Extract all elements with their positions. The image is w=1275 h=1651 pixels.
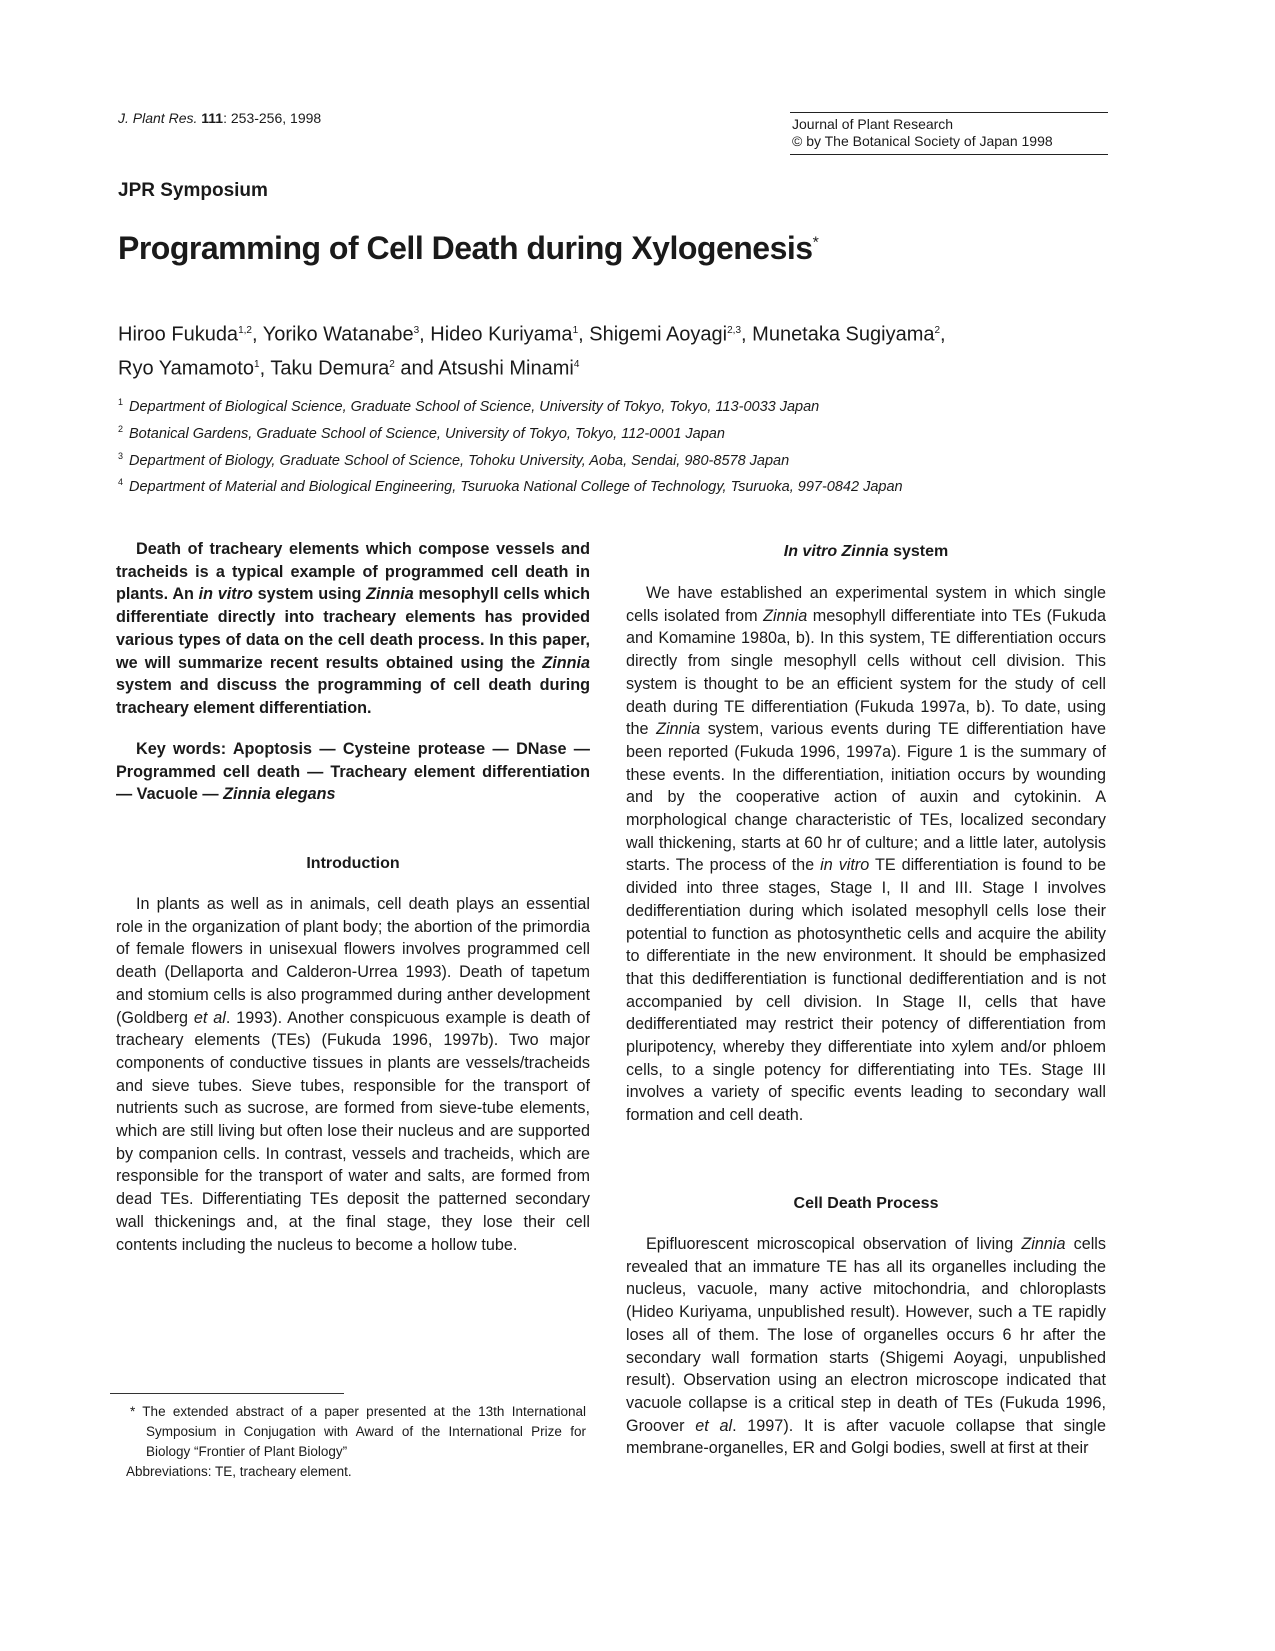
abstract-text: system using: [252, 585, 367, 604]
keywords-emphasis: Zinnia elegans: [223, 785, 336, 804]
body-text: . 1997). It is after vacuole collapse that single membrane-organelles, ER and Golgi bodies, swell at first at their: [626, 1416, 1106, 1458]
body-text: mesophyll differentiate into TEs (Fukuda and Komamine 1980a, b). In this system, TE differentiation occurs directly from single mesophyll cells without cell division. This system is thought to be an efficient system for the study of cell death during TE differentiation (Fukuda 1997a, b). To date, using the: [626, 606, 1106, 739]
affiliation-number: 1: [118, 397, 124, 407]
author-affiliation-marker: 2: [389, 358, 395, 370]
footnote-text: The extended abstract of a paper presented at the 13th International Symposium in Conjugation with Award of the International Prize for Biology “Frontier of Plant Biology”: [135, 1404, 586, 1459]
keywords-text: Apoptosis — Cysteine protease — DNase — Programmed cell death — Tracheary element differentiation — Vacuole —: [116, 740, 590, 804]
heading-text: system: [888, 543, 949, 560]
introduction-body: [116, 893, 590, 1256]
keywords-label: Key words:: [136, 740, 227, 758]
affiliation: [118, 445, 1158, 472]
body-text: Epifluorescent microscopical observation of living: [646, 1235, 1022, 1253]
author: Ryo Yamamoto: [118, 357, 254, 380]
affiliation-text: Department of Biology, Graduate School of Science, Tohoku University, Aoba, Sendai, 980-8578 Japan: [129, 452, 790, 469]
journal-name: Journal of Plant Research: [792, 116, 954, 132]
author-affiliation-marker: 1: [254, 358, 260, 370]
author-separator: and: [394, 357, 439, 380]
affiliation-number: 2: [118, 423, 124, 434]
body-emphasis: et al: [695, 1416, 733, 1435]
body-text: TE differentiation is found to be divided into three stages, Stage I, II and III. Stage I involves dedifferentiation during which isolated mesophyll cells lose their potential to function as photosynthetic cells and acquire the ability to differentiate in the new environment. It should be emphasized that this dedifferentiation is functional dedifferentiation and is not accompanied by cell division. In Stage II, cells that have dedifferentiated may restrict their potency of differentiation from pluripotency, whereby they differentiate into xylem and/or phloem cells, to a single potency for differentiating into TEs. Stage III involves a variety of specific events leading to secondary wall formation and cell death.: [626, 856, 1106, 1125]
cell-death-body: [626, 1233, 1106, 1460]
author-affiliation-marker: 1: [572, 325, 579, 336]
abstract-emphasis: Zinnia: [542, 653, 590, 672]
section-label: JPR Symposium: [118, 180, 268, 201]
keywords: [116, 738, 590, 806]
cell-death-heading: Cell Death Process: [793, 1195, 939, 1212]
author: Hideo Kuriyama: [430, 323, 573, 346]
body-emphasis: Zinnia: [656, 720, 701, 739]
author-separator: ,: [251, 323, 263, 346]
abstract-emphasis: Zinnia: [366, 585, 414, 604]
author-affiliation-marker: 1,2: [238, 325, 252, 336]
journal-info-box: [790, 112, 1108, 155]
abstract-text: mesophyll cells which differentiate directly into tracheary elements has provided various types of data on the cell death process. In this paper, we will summarize recent results obtained using the: [116, 585, 590, 672]
body-paragraph: [626, 1233, 1106, 1460]
author-separator: ,: [741, 323, 753, 346]
affiliation-text: Botanical Gardens, Graduate School of Science, University of Tokyo, Tokyo, 112-0001 Japan: [129, 425, 725, 442]
footnote-divider: [110, 1393, 344, 1394]
body-text: system, various events during TE differentiation have been reported (Fukuda 1996, 1997a). Figure 1 is the summary of these events. In the differentiation, initiation occurs by wounding and by the cooperative action of auxin and cytokinin. A morphological change characteristic of TEs, localized secondary wall thickening, starts at 60 hr of culture; and a little later, autolysis starts. The process of the: [626, 720, 1106, 875]
citation-volume: 111: [201, 110, 224, 126]
author-separator: ,: [940, 323, 946, 346]
author-separator: ,: [578, 323, 590, 346]
citation-pages: : 253-256, 1998: [223, 110, 322, 126]
author: Munetaka Sugiyama: [752, 323, 935, 346]
affiliation: [118, 471, 1158, 498]
footnote-item: [126, 1402, 586, 1462]
abstract-text: Death of tracheary elements which compose vessels and tracheids is a typical example of programmed cell death in plants. An: [116, 540, 590, 604]
author-affiliation-marker: 2: [934, 325, 941, 336]
author: Yoriko Watanabe: [262, 323, 414, 346]
affiliation-number: 3: [118, 450, 124, 461]
abstract: [116, 538, 590, 720]
author-affiliation-marker: 2,3: [727, 325, 742, 336]
abstract-paragraph: [116, 538, 590, 720]
title-footnote-marker: *: [812, 234, 819, 252]
body-emphasis: in vitro: [820, 856, 870, 875]
author-separator: ,: [419, 323, 431, 346]
author-affiliation-marker: 4: [573, 358, 580, 370]
body-paragraph: [626, 582, 1106, 1127]
author: Shigemi Aoyagi: [589, 323, 728, 346]
author-line-2: [118, 350, 1118, 384]
abstract-emphasis: in vitro: [198, 585, 253, 604]
author-affiliation-marker: 3: [413, 325, 420, 336]
affiliation: [118, 391, 1158, 418]
footnote-marker: *: [130, 1404, 136, 1419]
affiliation-number: 4: [118, 477, 124, 488]
copyright-notice: © by The Botanical Society of Japan 1998: [792, 133, 1053, 149]
paper-title: [118, 230, 818, 267]
affiliation-text: Department of Material and Biological Engineering, Tsuruoka National College of Technology, Tsuruoka, 997-0842 Japan: [129, 479, 903, 496]
body-text: cells revealed that an immature TE has all its organelles including the nucleus, vacuole, many active mitochondria, and chloroplasts (Hideo Kuriyama, unpublished result). However, such a TE rapidly loses all of them. The lose of organelles occurs 6 hr after the secondary wall formation starts (Shigemi Aoyagi, unpublished result). Observation using an electron microscope indicated that vacuole collapse is a critical step in death of TEs (Fukuda 1996, Groover: [626, 1235, 1106, 1435]
body-emphasis: et al: [193, 1008, 226, 1027]
abbreviations: Abbreviations: TE, tracheary element.: [126, 1464, 352, 1479]
body-emphasis: Zinnia: [1021, 1235, 1066, 1253]
zinnia-system-heading: [626, 543, 1106, 561]
affiliation-text: Department of Biological Science, Graduate School of Science, University of Tokyo, Tokyo, 113-0033 Japan: [129, 398, 820, 415]
author-list: [118, 316, 1118, 383]
title-text: Programming of Cell Death during Xylogenesis: [118, 230, 813, 266]
abstract-text: system and discuss the programming of cell death during tracheary element differentiation.: [116, 676, 590, 717]
body-emphasis: Zinnia: [763, 606, 808, 625]
body-text: In plants as well as in animals, cell death plays an essential role in the organization of plant body; the abortion of the primordia of female flowers in unisexual flowers involves programmed cell death (Dellaporta and Calderon-Urrea 1993). Death of tapetum and stomium cells is also programmed during anther development (Goldberg: [116, 895, 590, 1027]
body-paragraph: [116, 893, 590, 1256]
author-line-1: [118, 316, 1118, 350]
introduction-heading: Introduction: [306, 855, 400, 872]
footnotes: [126, 1402, 586, 1482]
heading-emphasis: In vitro Zinnia: [783, 543, 889, 560]
citation-journal: J. Plant Res.: [118, 110, 198, 126]
author: Atsushi Minami: [438, 357, 574, 380]
author: Taku Demura: [270, 357, 390, 380]
zinnia-system-body: [626, 582, 1106, 1127]
author: Hiroo Fukuda: [118, 323, 239, 346]
affiliation-list: [118, 391, 1158, 498]
body-text: We have established an experimental system in which single cells isolated from: [626, 584, 1106, 625]
citation: [118, 110, 321, 126]
affiliation: [118, 418, 1158, 445]
body-text: . 1993). Another conspicuous example is death of tracheary elements (TEs) (Fukuda 1996, 1997b). Two major components of conductive tissues in plants are vessels/tracheids and sieve tubes. Sieve tubes, responsible for the transport of nutrients such as sucrose, are formed from sieve-tube elements, which are still living but often lose their nucleus and are supported by companion cells. In contrast, vessels and tracheids, which are responsible for the transport of water and salts, are formed from dead TEs. Differentiating TEs deposit the patterned secondary wall thickenings and, at the final stage, they lose their cell contents including the nucleus to become a hollow tube.: [116, 1008, 590, 1254]
author-separator: ,: [259, 357, 271, 380]
